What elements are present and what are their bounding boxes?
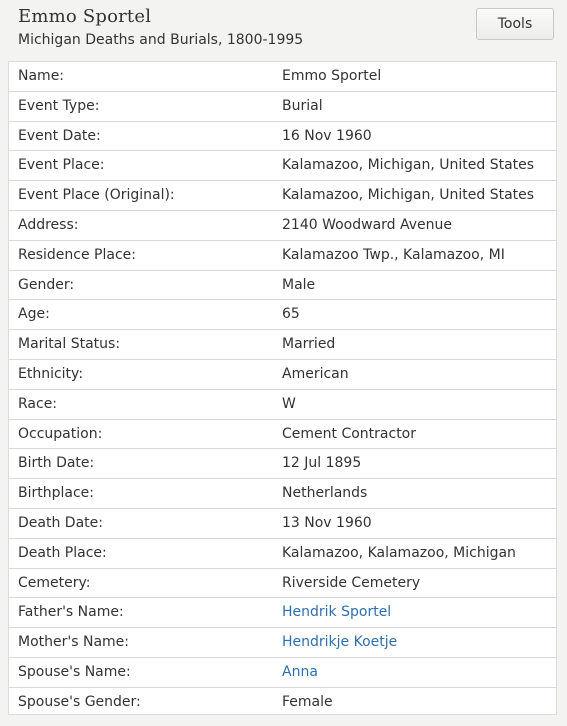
field-value: 65 bbox=[282, 306, 300, 323]
table-row bbox=[9, 122, 556, 152]
table-row bbox=[9, 479, 556, 509]
field-label: Death Date: bbox=[18, 514, 103, 531]
table-row bbox=[9, 569, 556, 599]
field-value: Kalamazoo, Michigan, United States bbox=[282, 187, 535, 204]
field-value: American bbox=[282, 365, 349, 382]
record-header bbox=[0, 0, 567, 60]
field-label: Death Place: bbox=[18, 544, 107, 561]
field-value: 13 Nov 1960 bbox=[282, 514, 372, 531]
field-value: Emmo Sportel bbox=[282, 68, 382, 84]
table-row bbox=[9, 241, 556, 271]
field-value-link[interactable]: Anna bbox=[282, 663, 318, 680]
table-row bbox=[9, 151, 556, 181]
field-value-link[interactable]: Hendrik Sportel bbox=[282, 604, 392, 621]
record-details-table bbox=[8, 61, 557, 715]
field-label: Birthplace: bbox=[18, 485, 94, 502]
field-label: Spouse's Gender: bbox=[18, 693, 141, 710]
field-value: Kalamazoo Twp., Kalamazoo, MI bbox=[282, 246, 505, 263]
table-row bbox=[9, 62, 556, 92]
table-row bbox=[9, 420, 556, 450]
field-value: W bbox=[282, 395, 296, 412]
field-value: 2140 Woodward Avenue bbox=[282, 216, 453, 233]
table-row bbox=[9, 360, 556, 390]
field-label: Age: bbox=[18, 306, 50, 323]
field-value: Netherlands bbox=[282, 485, 368, 502]
field-label: Mother's Name: bbox=[18, 634, 129, 651]
field-label: Event Place (Original): bbox=[18, 187, 175, 204]
field-label: Residence Place: bbox=[18, 246, 136, 263]
table-row bbox=[9, 449, 556, 479]
field-label: Birth Date: bbox=[18, 455, 95, 472]
record-title: Emmo Sportel bbox=[18, 6, 152, 27]
table-row bbox=[9, 539, 556, 569]
field-label: Gender: bbox=[18, 276, 75, 293]
table-row bbox=[9, 300, 556, 330]
field-label: Father's Name: bbox=[18, 604, 124, 621]
field-label: Name: bbox=[18, 68, 65, 84]
table-row bbox=[9, 181, 556, 211]
collection-subtitle: Michigan Deaths and Burials, 1800-1995 bbox=[18, 32, 304, 48]
table-row bbox=[9, 628, 556, 658]
field-label: Cemetery: bbox=[18, 574, 91, 591]
field-label: Event Place: bbox=[18, 157, 105, 174]
field-value: Female bbox=[282, 693, 333, 710]
field-value: Burial bbox=[282, 97, 323, 114]
field-value: Riverside Cemetery bbox=[282, 574, 421, 591]
field-value: Kalamazoo, Kalamazoo, Michigan bbox=[282, 544, 516, 561]
field-label: Event Date: bbox=[18, 127, 101, 144]
field-value: Male bbox=[282, 276, 316, 293]
field-label: Event Type: bbox=[18, 97, 100, 114]
field-value: 16 Nov 1960 bbox=[282, 127, 372, 144]
field-value: Kalamazoo, Michigan, United States bbox=[282, 157, 535, 174]
field-label: Spouse's Name: bbox=[18, 663, 131, 680]
field-label: Occupation: bbox=[18, 425, 103, 442]
field-value: Married bbox=[282, 336, 336, 353]
table-row bbox=[9, 330, 556, 360]
field-label: Race: bbox=[18, 395, 58, 412]
table-row bbox=[9, 509, 556, 539]
tools-button[interactable]: Tools bbox=[476, 8, 554, 40]
field-label: Marital Status: bbox=[18, 336, 121, 353]
table-row bbox=[9, 658, 556, 688]
table-row bbox=[9, 211, 556, 241]
field-label: Address: bbox=[18, 216, 79, 233]
table-row bbox=[9, 390, 556, 420]
field-value: 12 Jul 1895 bbox=[282, 455, 362, 472]
table-row bbox=[9, 688, 556, 718]
table-row bbox=[9, 598, 556, 628]
table-row bbox=[9, 92, 556, 122]
field-value: Cement Contractor bbox=[282, 425, 416, 442]
table-row bbox=[9, 271, 556, 301]
field-value-link[interactable]: Hendrikje Koetje bbox=[282, 634, 398, 651]
field-label: Ethnicity: bbox=[18, 365, 84, 382]
